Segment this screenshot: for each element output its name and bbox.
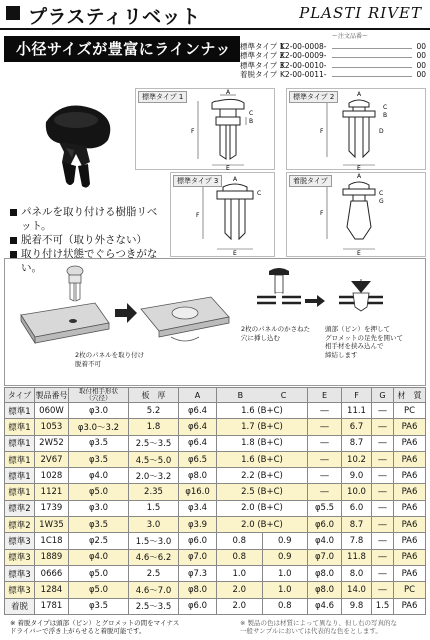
table-row <box>5 451 426 467</box>
col-header-a: A <box>179 388 217 403</box>
cell-material: PA6 <box>394 533 426 549</box>
table-row <box>5 517 426 533</box>
col-header-hole: 取付相手形状 （穴径） <box>69 388 129 403</box>
table-row <box>5 403 426 419</box>
cell-b: 2.5 (B+C) <box>217 484 308 500</box>
cell-e: ― <box>308 468 342 484</box>
diagram-standard-3 <box>170 172 275 257</box>
dim-f-label: F <box>196 212 200 219</box>
cell-part-no: 2W52 <box>35 435 69 451</box>
cell-thickness: 1.5 <box>129 500 179 516</box>
spec-table <box>4 387 426 615</box>
cell-g: ― <box>372 565 394 581</box>
order-blank-line <box>332 42 412 49</box>
cell-e: φ4.0 <box>308 533 342 549</box>
cell-b: 0.8 <box>217 533 263 549</box>
cell-material: PC <box>394 582 426 598</box>
cell-part-no: 1284 <box>35 582 69 598</box>
cell-f: 14.0 <box>342 582 372 598</box>
title-bar <box>0 0 430 30</box>
cell-b: 0.8 <box>217 549 263 565</box>
cell-hole: φ3.5 <box>69 517 129 533</box>
cell-material: PC <box>394 403 426 419</box>
order-code-tail: 00 <box>416 51 426 60</box>
rivet-photo <box>4 92 129 202</box>
cell-c: 0.9 <box>262 533 308 549</box>
cell-material: PA6 <box>394 435 426 451</box>
cell-e: φ8.0 <box>308 582 342 598</box>
cell-e: φ4.6 <box>308 598 342 614</box>
cell-g: ― <box>372 468 394 484</box>
cell-c: 0.8 <box>262 598 308 614</box>
order-type-name: 着脱タイプ <box>240 70 278 79</box>
cell-b: 2.2 (B+C) <box>217 468 308 484</box>
cell-f: 6.7 <box>342 419 372 435</box>
cell-type: 標準1 <box>5 403 35 419</box>
feature-item: パネルを取り付ける樹脂リベット。 <box>10 205 165 233</box>
table-row <box>5 419 426 435</box>
cell-g: ― <box>372 517 394 533</box>
cell-part-no: 1121 <box>35 484 69 500</box>
order-code-row <box>240 70 426 80</box>
cell-type: 着脱 <box>5 598 35 614</box>
cell-material: PA6 <box>394 549 426 565</box>
table-row <box>5 598 426 614</box>
cell-part-no: 060W <box>35 403 69 419</box>
dim-d-label: D <box>379 128 384 135</box>
cell-a: φ6.0 <box>179 598 217 614</box>
cell-type: 標準3 <box>5 549 35 565</box>
cell-hole: φ3.0 <box>69 500 129 516</box>
order-blank-line <box>332 70 412 77</box>
dim-f-label: F <box>320 210 324 217</box>
title-square-icon <box>6 6 20 20</box>
cell-e: φ8.0 <box>308 565 342 581</box>
order-code: K2-00-0011- <box>280 70 327 79</box>
dim-c-label: C <box>257 190 262 197</box>
cell-hole: φ3.5 <box>69 435 129 451</box>
table-row <box>5 565 426 581</box>
cell-part-no: 1W35 <box>35 517 69 533</box>
cell-a: φ3.4 <box>179 500 217 516</box>
table-row <box>5 484 426 500</box>
bullet-square-icon <box>10 209 17 216</box>
order-code-tail: 00 <box>416 60 426 70</box>
col-header-material: 材 質 <box>394 388 426 403</box>
cell-hole: φ5.0 <box>69 582 129 598</box>
cell-part-no: 1C18 <box>35 533 69 549</box>
diagram-standard-2 <box>286 88 426 170</box>
order-type-name: 標準タイプ 2 <box>240 51 285 60</box>
cell-a: φ6.5 <box>179 451 217 467</box>
cell-type: 標準3 <box>5 565 35 581</box>
cell-part-no: 1889 <box>35 549 69 565</box>
cell-g: ― <box>372 484 394 500</box>
cell-f: 10.2 <box>342 451 372 467</box>
order-code-tail: 00 <box>416 41 426 51</box>
cell-c: 1.0 <box>262 582 308 598</box>
cell-c: 0.9 <box>262 549 308 565</box>
cell-g: 1.5 <box>372 598 394 614</box>
cell-hole: φ4.0 <box>69 468 129 484</box>
page-title: プラスティリベット <box>28 6 201 28</box>
cell-thickness: 1.5〜3.0 <box>129 533 179 549</box>
order-code-row <box>240 51 426 61</box>
cell-f: 8.7 <box>342 517 372 533</box>
cell-f: 10.0 <box>342 484 372 500</box>
cell-material: PA6 <box>394 484 426 500</box>
cell-g: ― <box>372 533 394 549</box>
dim-e-label: E <box>357 165 361 171</box>
cell-type: 標準1 <box>5 468 35 484</box>
footnote-left: ※ 着脱タイプは頭部（ピン）とグロメットの間をマイナス ドライバーで浮き上がらせると着脱可能です。 <box>10 619 180 635</box>
title-underline <box>0 28 430 30</box>
cell-part-no: 1028 <box>35 468 69 484</box>
cell-g: ― <box>372 435 394 451</box>
cell-thickness: 2.5〜3.5 <box>129 435 179 451</box>
cell-b: 1.8 (B+C) <box>217 435 308 451</box>
order-code: K2-00-0008- <box>280 41 327 51</box>
cell-part-no: 0666 <box>35 565 69 581</box>
cell-a: φ3.9 <box>179 517 217 533</box>
cell-thickness: 4.6〜7.0 <box>129 582 179 598</box>
diagram-label: 標準タイプ 3 <box>173 175 222 187</box>
order-code-row <box>240 61 426 71</box>
cell-thickness: 2.5〜3.5 <box>129 598 179 614</box>
table-header-row <box>5 388 426 403</box>
usage-illustration <box>4 258 426 386</box>
bullet-square-icon <box>10 251 17 258</box>
col-header-g: G <box>372 388 394 403</box>
cell-type: 標準1 <box>5 484 35 500</box>
cell-hole: φ4.0 <box>69 549 129 565</box>
cell-material: PA6 <box>394 598 426 614</box>
cell-type: 標準1 <box>5 435 35 451</box>
diagram-label: 着脱タイプ <box>289 175 332 187</box>
cell-hole: φ3.0〜3.2 <box>69 419 129 435</box>
feature-item: 脱着不可（取り外さない） <box>10 233 165 247</box>
cell-hole: φ5.0 <box>69 484 129 500</box>
table-row <box>5 549 426 565</box>
cell-material: PA6 <box>394 468 426 484</box>
cell-f: 7.8 <box>342 533 372 549</box>
usage-note-left: 2枚のパネルを取り付け 脱着不可 <box>75 351 145 368</box>
cell-part-no: 2V67 <box>35 451 69 467</box>
dim-f-label: F <box>191 128 195 135</box>
dim-b-label: B <box>383 112 388 119</box>
cell-g: ― <box>372 451 394 467</box>
dim-f-label: F <box>320 128 324 135</box>
dim-b-label: B <box>249 118 254 125</box>
cell-f: 9.0 <box>342 468 372 484</box>
usage-note-right: 頭部（ピン）を押して グロメットの足先を開いて 相手材を挟み込んで 締結します <box>325 325 403 359</box>
col-header-part-no: 製品番号 <box>35 388 69 403</box>
cell-b: 1.7 (B+C) <box>217 419 308 435</box>
cell-g: ― <box>372 549 394 565</box>
cell-f: 11.8 <box>342 549 372 565</box>
order-code: K2-00-0009- <box>280 51 327 60</box>
cell-b: 1.0 <box>217 565 263 581</box>
cell-e: φ7.0 <box>308 549 342 565</box>
cell-material: PA6 <box>394 419 426 435</box>
col-header-e: E <box>308 388 342 403</box>
table-row <box>5 582 426 598</box>
cell-type: 標準1 <box>5 419 35 435</box>
cell-material: PA6 <box>394 500 426 516</box>
cell-a: φ8.0 <box>179 468 217 484</box>
cell-type: 標準3 <box>5 582 35 598</box>
diagram-label: 標準タイプ 2 <box>289 91 338 103</box>
order-code-tail: 00 <box>416 70 426 79</box>
cell-type: 標準2 <box>5 517 35 533</box>
footnote-right: ※ 製品の色は材質によって異なり、但し右の写真的な 一般サンプルにおいては代表的な色をとします。 <box>240 619 398 635</box>
cell-e: ― <box>308 484 342 500</box>
cell-a: φ7.0 <box>179 549 217 565</box>
diagram-standard-1 <box>135 88 275 170</box>
diagram-label: 標準タイプ 1 <box>138 91 187 103</box>
cell-g: ― <box>372 582 394 598</box>
cell-e: φ6.0 <box>308 517 342 533</box>
cell-part-no: 1781 <box>35 598 69 614</box>
dim-e-label: E <box>233 250 237 257</box>
col-header-type: タイプ <box>5 388 35 403</box>
cell-a: φ6.4 <box>179 403 217 419</box>
cell-thickness: 1.8 <box>129 419 179 435</box>
cell-f: 9.8 <box>342 598 372 614</box>
cell-e: ― <box>308 435 342 451</box>
order-code-header: ー注文品番ー <box>332 33 369 40</box>
cell-hole: φ5.0 <box>69 565 129 581</box>
cell-type: 標準2 <box>5 500 35 516</box>
lineup-banner: 小径サイズが豊富にラインナップ <box>4 36 240 62</box>
dim-e-label: E <box>226 165 230 171</box>
cell-type: 標準3 <box>5 533 35 549</box>
cell-f: 11.1 <box>342 403 372 419</box>
cell-a: φ7.3 <box>179 565 217 581</box>
dim-c-label: C <box>249 110 254 117</box>
cell-g: ― <box>372 403 394 419</box>
cell-material: PA6 <box>394 565 426 581</box>
cell-e: ― <box>308 451 342 467</box>
cell-e: φ5.5 <box>308 500 342 516</box>
cell-g: ― <box>372 500 394 516</box>
cell-f: 8.0 <box>342 565 372 581</box>
usage-note-middle: 2枚のパネルのかさねた 穴に挿し込む <box>241 325 311 342</box>
col-header-b: B C <box>217 388 308 403</box>
cell-hole: φ3.0 <box>69 403 129 419</box>
usage-drawing <box>5 259 427 387</box>
cell-b: 2.0 <box>217 598 263 614</box>
dim-a-label: A <box>226 89 231 96</box>
order-blank-line <box>332 61 412 68</box>
cell-g: ― <box>372 419 394 435</box>
table-row <box>5 533 426 549</box>
dim-a-label: A <box>233 176 238 183</box>
cell-a: φ6.4 <box>179 435 217 451</box>
order-code-list <box>240 32 426 80</box>
cell-a: φ16.0 <box>179 484 217 500</box>
cell-a: φ8.0 <box>179 582 217 598</box>
cell-b: 2.0 (B+C) <box>217 500 308 516</box>
cell-thickness: 2.5 <box>129 565 179 581</box>
cell-thickness: 4.6〜6.2 <box>129 549 179 565</box>
cell-thickness: 5.2 <box>129 403 179 419</box>
cell-hole: φ2.5 <box>69 533 129 549</box>
cell-part-no: 1053 <box>35 419 69 435</box>
table-row <box>5 500 426 516</box>
cell-material: PA6 <box>394 517 426 533</box>
col-header-f: F <box>342 388 372 403</box>
cell-b: 1.6 (B+C) <box>217 451 308 467</box>
col-header-thickness: 板 厚 <box>129 388 179 403</box>
cell-thickness: 2.0〜3.2 <box>129 468 179 484</box>
cell-f: 8.7 <box>342 435 372 451</box>
cell-f: 6.0 <box>342 500 372 516</box>
cell-thickness: 3.0 <box>129 517 179 533</box>
page-title-en: PLASTI RIVET <box>299 4 422 22</box>
order-blank-line <box>332 51 412 58</box>
cell-a: φ6.4 <box>179 419 217 435</box>
cell-b: 1.6 (B+C) <box>217 403 308 419</box>
cell-type: 標準1 <box>5 451 35 467</box>
table-row <box>5 468 426 484</box>
cell-c: 1.0 <box>262 565 308 581</box>
cell-thickness: 2.35 <box>129 484 179 500</box>
feature-item: 取り付け状態でぐらつきがない。 <box>10 247 165 275</box>
cell-thickness: 4.5〜5.0 <box>129 451 179 467</box>
cell-b: 2.0 <box>217 582 263 598</box>
order-code: K2-00-0010- <box>280 60 327 70</box>
dim-a-label: A <box>357 91 362 98</box>
table-row <box>5 435 426 451</box>
cell-e: ― <box>308 403 342 419</box>
bullet-square-icon <box>10 237 17 244</box>
cell-material: PA6 <box>394 451 426 467</box>
dim-a-label: A <box>357 173 362 180</box>
order-type-name: 標準タイプ 3 <box>240 60 285 70</box>
cell-e: ― <box>308 419 342 435</box>
cell-hole: φ3.5 <box>69 598 129 614</box>
dim-c-label: C <box>379 190 384 197</box>
cell-a: φ6.0 <box>179 533 217 549</box>
cell-part-no: 1739 <box>35 500 69 516</box>
cell-b: 2.0 (B+C) <box>217 517 308 533</box>
diagram-detachable <box>286 172 426 257</box>
order-code-row <box>240 42 426 52</box>
dim-c-label: C <box>383 104 388 111</box>
order-type-name: 標準タイプ 1 <box>240 41 285 51</box>
dim-e-label: E <box>357 250 361 257</box>
dim-g-label: G <box>379 198 384 205</box>
cell-hole: φ3.5 <box>69 451 129 467</box>
